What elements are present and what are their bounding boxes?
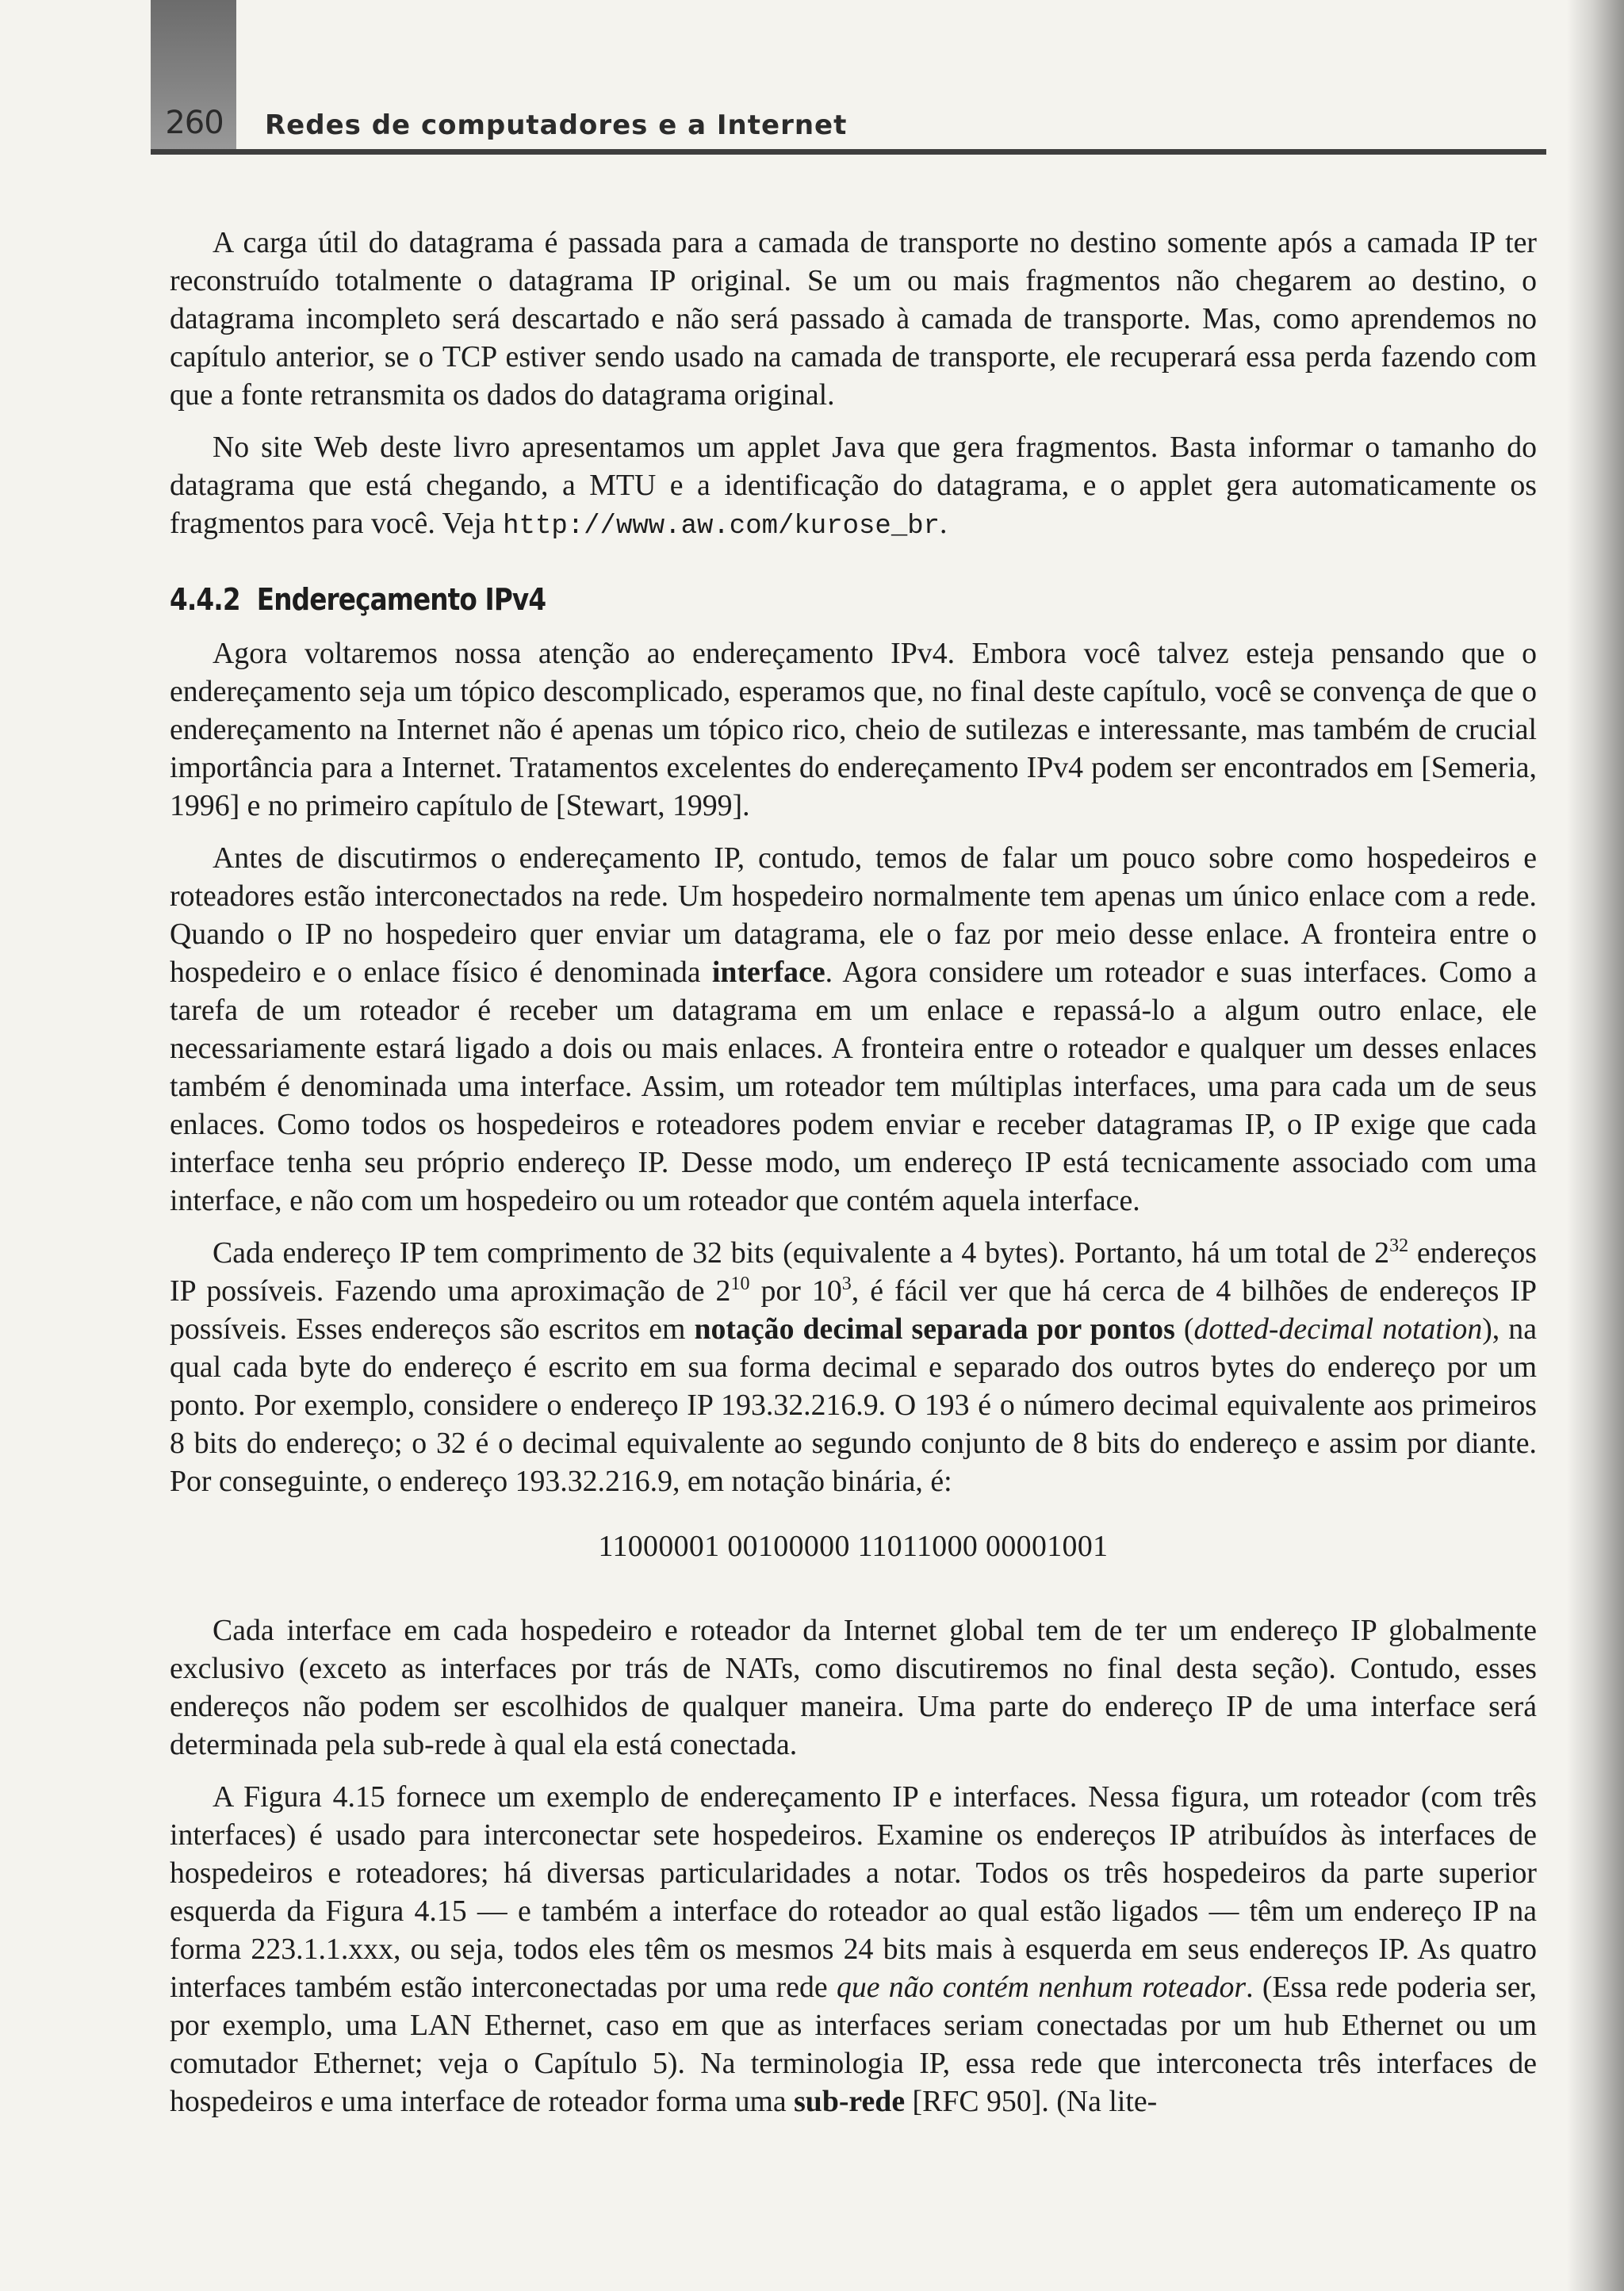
italic-dotted-decimal: dotted-decimal notation: [1193, 1312, 1483, 1346]
exponent-3: 3: [841, 1274, 852, 1294]
paragraph-7: [170, 1778, 1537, 2121]
paragraph-5-part-d: , é fácil ver que há cerca de 4 bilhões de endereços IP possíveis. Esses endereços são escritos em: [170, 1274, 1537, 1346]
paragraph-7-part-c: [RFC 950]. (Na lite-: [905, 2085, 1158, 2118]
paragraph-3: Agora voltaremos nossa atenção ao endereçamento IPv4. Embora você talvez esteja pensando que o endereçamento seja um tópico descomplicado, esperamos que, no final deste capítulo, você se convença de que o endereçamento na Internet não é apenas um tópico rico, cheio de sutilezas e interessante, mas também de crucial importância para a Internet. Tratamentos excelentes do endereçamento IPv4 podem ser encontrados em [Semeria, 1996] e no primeiro capítulo de [Stewart, 1999].: [170, 637, 1537, 822]
term-dotted-decimal: notação decimal separada por pontos: [694, 1312, 1175, 1346]
page-number: 260: [165, 105, 224, 141]
paragraph-2-end: .: [940, 507, 948, 540]
italic-no-router: que não contém nenhum roteador: [836, 1971, 1247, 2004]
paragraph-7-part-b: . (Essa rede poderia ser, por exemplo, uma LAN Ethernet, caso em que as interfaces seriam conectadas por um hub Ethernet ou um comutador Ethernet; veja o Capítulo 5). Na terminologia IP, essa rede que interconecta três interfaces de hospedeiros e uma interface de roteador forma uma: [170, 1971, 1537, 2118]
paragraph-5-part-b: endereços IP possíveis. Fazendo uma aproximação de 2: [170, 1236, 1537, 1308]
paragraph-2-text: No site Web deste livro apresentamos um applet Java que gera fragmentos. Basta informar o tamanho do datagrama que está chegando, a MTU e a identificação do datagrama, e o applet gera automaticamente os fragmentos para você. Veja: [170, 431, 1537, 540]
paragraph-5: [170, 1234, 1537, 1500]
section-number: 4.4.2: [170, 582, 240, 617]
paragraph-4-part-b: . Agora considere um roteador e suas interfaces. Como a tarefa de um roteador é receber um datagrama em um enlace e repassá-lo a algum outro enlace, ele necessariamente estará ligado a dois ou mais enlaces. A fronteira entre o roteador e qualquer um desses enlaces também é denominada uma interface. Assim, um roteador tem múltiplas interfaces, uma para cada um de seus enlaces. Como todos os hospedeiros e roteadores podem enviar e receber datagramas IP, o IP exige que cada interface tenha seu próprio endereço IP. Desse modo, um endereço IP está tecnicamente associado com uma interface, e não com um hospedeiro ou um roteador que contém aquela interface.: [170, 956, 1537, 1217]
paragraph-5-part-a: Cada endereço IP tem comprimento de 32 bits (equivalente a 4 bytes). Portanto, há um total de 2: [213, 1236, 1390, 1270]
paragraph-5-part-f: ), na qual cada byte do endereço é escrito em sua forma decimal e separado dos outros bytes do endereço por um ponto. Por exemplo, considere o endereço IP 193.32.216.9. O 193 é o número decimal equivalente aos primeiros 8 bits do endereço; o 32 é o decimal equivalente ao segundo conjunto de 8 bits do endereço e assim por diante. Por conseguinte, o endereço 193.32.216.9, em notação binária, é:: [170, 1312, 1537, 1498]
exponent-32: 32: [1389, 1236, 1409, 1256]
paragraph-4: [170, 839, 1537, 1220]
term-interface: interface: [711, 956, 825, 989]
exponent-10: 10: [730, 1274, 750, 1294]
paragraph-6: Cada interface em cada hospedeiro e roteador da Internet global tem de ter um endereço IP globalmente exclusivo (exceto as interfaces por trás de NATs, como discutiremos no final desta seção). Contudo, esses endereços não podem ser escolhidos de qualquer maneira. Uma parte do endereço IP de uma interface será determinada pela sub-rede à qual ela está conectada.: [170, 1614, 1537, 1761]
running-head: Redes de computadores e a Internet: [265, 109, 848, 141]
paragraph-4-part-a: Antes de discutirmos o endereçamento IP, contudo, temos de falar um pouco sobre como hospedeiros e roteadores estão interconectados na rede. Um hospedeiro normalmente tem apenas um único enlace com a rede. Quando o IP no hospedeiro quer enviar um datagrama, ele o faz por meio desse enlace. A fronteira entre o hospedeiro e o enlace físico é denominada: [170, 841, 1537, 989]
header-rule: [151, 149, 1546, 155]
paragraph-1: A carga útil do datagrama é passada para a camada de transporte no destino somente após a camada IP ter reconstruído totalmente o datagrama IP original. Se um ou mais fragmentos não chegarem ao destino, o datagrama incompleto será descartado e não será passado à camada de transporte. Mas, como aprendemos no capítulo anterior, se o TCP estiver sendo usado na camada de transporte, ele recuperará essa perda fazendo com que a fonte retransmita os dados do datagrama original.: [170, 226, 1537, 412]
section-title: Endereçamento IPv4: [256, 582, 546, 617]
paragraph-2: [170, 428, 1537, 546]
binary-address: 11000001 00100000 11011000 00001001: [598, 1530, 1109, 1563]
page-edge-shadow: [1567, 0, 1624, 2291]
section-heading: [170, 580, 1346, 619]
term-subnet: sub-rede: [794, 2085, 906, 2118]
body-text: [170, 224, 1537, 2135]
paragraph-5-part-e: (: [1174, 1312, 1194, 1346]
paragraph-7-part-a: A Figura 4.15 fornece um exemplo de endereçamento IP e interfaces. Nessa figura, um roteador (com três interfaces) é usado para interconectar sete hospedeiros. Examine os endereços IP atribuídos às interfaces de hospedeiros e roteadores; há diversas particularidades a notar. Todos os três hospedeiros da parte superior esquerda da Figura 4.15 — e também a interface do roteador ao qual estão ligados — têm um endereço IP na forma 223.1.1.xxx, ou seja, todos eles têm os mesmos 24 bits mais à esquerda em seus endereços IP. As quatro interfaces também estão interconectadas por uma rede: [170, 1780, 1537, 2004]
paragraph-5-part-c: por 10: [749, 1274, 842, 1308]
book-url: http://www.aw.com/kurose_br: [503, 511, 940, 542]
